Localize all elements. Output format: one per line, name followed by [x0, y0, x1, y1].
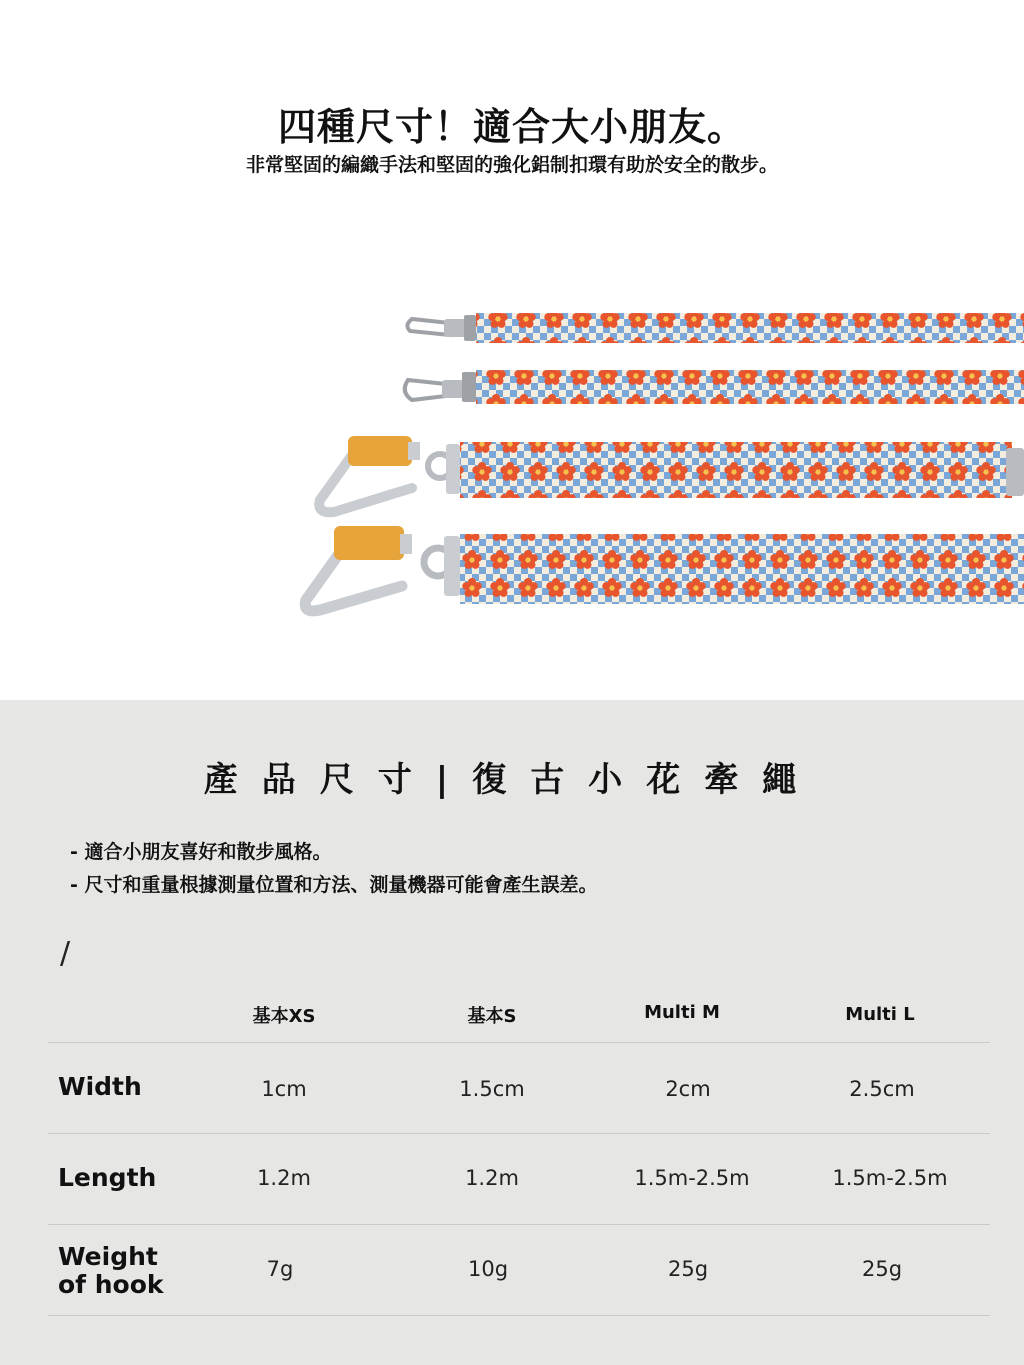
table-cell: 2.5cm	[849, 1077, 915, 1101]
table-row	[48, 1042, 990, 1133]
note-item: - 適合小朋友喜好和散步風格。	[70, 841, 332, 863]
row-label: Width	[58, 1072, 142, 1101]
table-cell: 2cm	[665, 1077, 711, 1101]
table-cell: 1.5m-2.5m	[832, 1166, 948, 1190]
size-table	[48, 990, 990, 1315]
row-label-line: of hook	[58, 1270, 164, 1299]
table-cell: 1.2m	[257, 1166, 311, 1190]
table-cell: 1.5m-2.5m	[634, 1166, 750, 1190]
hero-title: 四種尺寸！適合大小朋友。	[277, 105, 746, 149]
table-cell: 10g	[467, 1257, 509, 1281]
leash-multi-m-image	[300, 430, 1024, 520]
header-s: 基本S	[467, 1006, 517, 1027]
row-label-line: Weight	[58, 1242, 158, 1271]
leash-s-image	[398, 362, 1024, 412]
leash-multi-l-image	[290, 518, 1024, 618]
section-title: 產品尺寸|復古小花牽繩	[203, 760, 821, 800]
table-cell: 25g	[667, 1257, 709, 1281]
table-cell: 7g	[266, 1257, 294, 1281]
hero-subtitle: 非常堅固的編織手法和堅固的強化鋁制扣環有助於安全的散步。	[245, 154, 778, 176]
leash-xs-image	[400, 305, 1024, 350]
notes-list	[70, 836, 598, 902]
table-row	[48, 1133, 990, 1224]
table-bottom-rule	[48, 1315, 990, 1316]
note-item: - 尺寸和重量根據測量位置和方法、測量機器可能會產生誤差。	[70, 874, 598, 896]
header-xs: 基本XS	[252, 1006, 316, 1027]
row-label	[58, 1243, 164, 1299]
row-label: Length	[58, 1163, 157, 1192]
header-multi-l: Multi L	[845, 1004, 915, 1025]
corner-mark: /	[60, 936, 71, 971]
table-header	[48, 990, 990, 1042]
table-cell: 1cm	[261, 1077, 307, 1101]
table-cell: 1.5cm	[459, 1077, 525, 1101]
table-cell: 1.2m	[465, 1166, 519, 1190]
table-cell: 25g	[861, 1257, 903, 1281]
header-multi-m: Multi M	[644, 1002, 720, 1023]
table-row	[48, 1224, 990, 1315]
